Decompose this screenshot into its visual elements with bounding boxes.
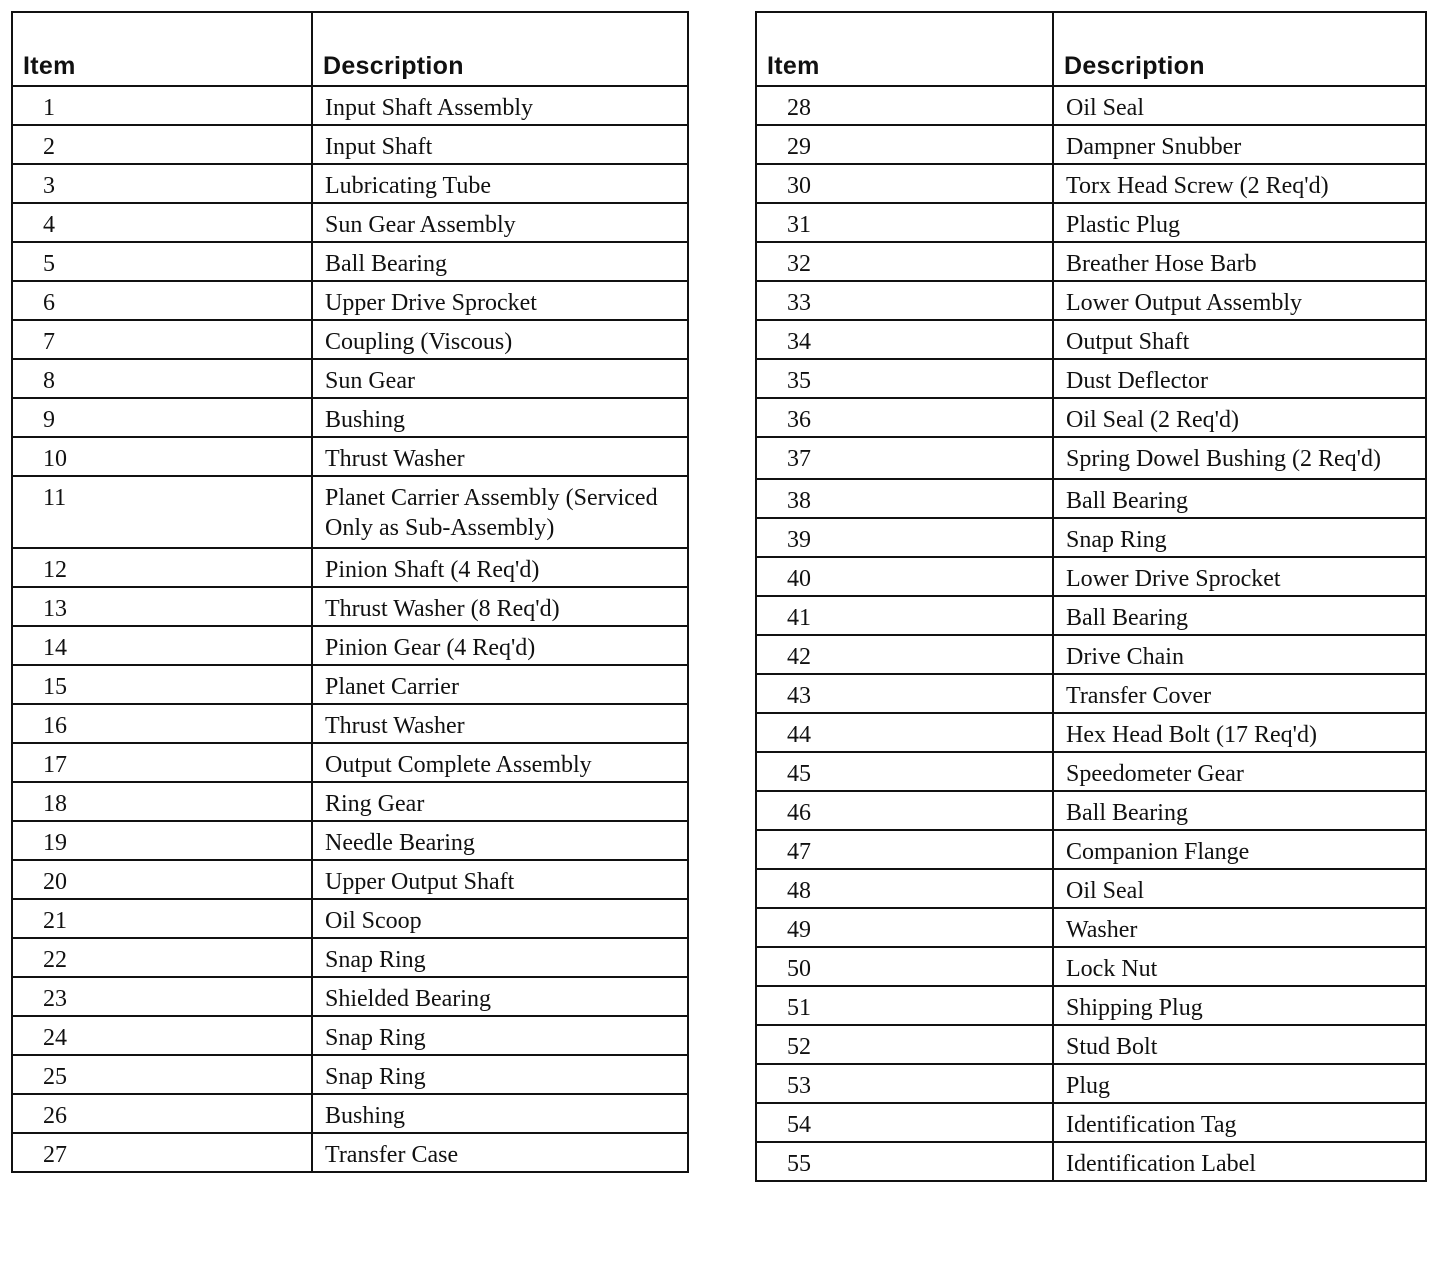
item-number: 20 (12, 860, 312, 899)
item-number: 44 (756, 713, 1053, 752)
item-number: 48 (756, 869, 1053, 908)
item-number: 33 (756, 281, 1053, 320)
table-row (756, 86, 1426, 125)
table-row (12, 821, 688, 860)
table-row (12, 398, 688, 437)
item-number: 24 (12, 1016, 312, 1055)
item-description: Sun Gear Assembly (312, 203, 688, 242)
item-number: 55 (756, 1142, 1053, 1181)
parts-list-left (12, 86, 688, 1172)
item-number: 47 (756, 830, 1053, 869)
item-description: Oil Seal (1053, 86, 1426, 125)
item-number: 30 (756, 164, 1053, 203)
item-description: Pinion Shaft (4 Req'd) (312, 548, 688, 587)
item-number: 8 (12, 359, 312, 398)
item-number: 43 (756, 674, 1053, 713)
item-description: Input Shaft (312, 125, 688, 164)
table-row (12, 1094, 688, 1133)
item-description: Output Complete Assembly (312, 743, 688, 782)
item-number: 1 (12, 86, 312, 125)
item-number: 39 (756, 518, 1053, 557)
table-row (756, 674, 1426, 713)
table-row (12, 899, 688, 938)
item-number: 46 (756, 791, 1053, 830)
item-description: Pinion Gear (4 Req'd) (312, 626, 688, 665)
item-description: Stud Bolt (1053, 1025, 1426, 1064)
table-row (756, 635, 1426, 674)
item-number: 36 (756, 398, 1053, 437)
item-description: Snap Ring (312, 1055, 688, 1094)
parts-table-left (11, 11, 689, 1173)
item-description: Planet Carrier (312, 665, 688, 704)
item-description: Upper Output Shaft (312, 860, 688, 899)
item-description: Lubricating Tube (312, 164, 688, 203)
item-number: 41 (756, 596, 1053, 635)
table-row (756, 320, 1426, 359)
item-number: 5 (12, 242, 312, 281)
item-description: Speedometer Gear (1053, 752, 1426, 791)
item-description: Oil Scoop (312, 899, 688, 938)
table-row (12, 125, 688, 164)
item-description: Oil Seal (1053, 869, 1426, 908)
item-number: 19 (12, 821, 312, 860)
table-row (12, 164, 688, 203)
table-row (756, 596, 1426, 635)
table-row (756, 359, 1426, 398)
item-number: 4 (12, 203, 312, 242)
item-number: 21 (12, 899, 312, 938)
item-description: Snap Ring (312, 1016, 688, 1055)
table-row (756, 518, 1426, 557)
item-description: Transfer Cover (1053, 674, 1426, 713)
item-number: 2 (12, 125, 312, 164)
table-row (12, 1016, 688, 1055)
table-row (756, 1142, 1426, 1181)
item-description: Hex Head Bolt (17 Req'd) (1053, 713, 1426, 752)
header-row (756, 12, 1426, 86)
item-description: Lower Drive Sprocket (1053, 557, 1426, 596)
item-number: 11 (12, 476, 312, 548)
item-description: Sun Gear (312, 359, 688, 398)
table-row (12, 1133, 688, 1172)
table-row (756, 203, 1426, 242)
item-number: 28 (756, 86, 1053, 125)
item-description: Thrust Washer (312, 437, 688, 476)
table-row (12, 626, 688, 665)
item-description: Bushing (312, 1094, 688, 1133)
item-description: Ball Bearing (1053, 596, 1426, 635)
table-row (756, 1103, 1426, 1142)
item-description: Ring Gear (312, 782, 688, 821)
table-row (756, 752, 1426, 791)
table-row (756, 557, 1426, 596)
item-number: 32 (756, 242, 1053, 281)
item-number: 26 (12, 1094, 312, 1133)
item-number: 38 (756, 479, 1053, 518)
item-description: Shipping Plug (1053, 986, 1426, 1025)
item-number: 23 (12, 977, 312, 1016)
table-row (12, 476, 688, 548)
item-number: 18 (12, 782, 312, 821)
item-description: Washer (1053, 908, 1426, 947)
parts-table-right (755, 11, 1427, 1182)
item-description: Bushing (312, 398, 688, 437)
item-header: Item (756, 12, 1053, 86)
table-row (12, 242, 688, 281)
item-number: 51 (756, 986, 1053, 1025)
table-row (12, 938, 688, 977)
table-row (12, 743, 688, 782)
table-row (12, 704, 688, 743)
table-row (756, 830, 1426, 869)
item-number: 27 (12, 1133, 312, 1172)
table-row (756, 479, 1426, 518)
item-number: 7 (12, 320, 312, 359)
item-description: Lower Output Assembly (1053, 281, 1426, 320)
item-description: Ball Bearing (312, 242, 688, 281)
table-row (756, 1064, 1426, 1103)
item-description: Thrust Washer (312, 704, 688, 743)
item-description: Ball Bearing (1053, 791, 1426, 830)
item-number: 14 (12, 626, 312, 665)
item-description: Transfer Case (312, 1133, 688, 1172)
table-row (12, 281, 688, 320)
item-description: Lock Nut (1053, 947, 1426, 986)
item-description: Upper Drive Sprocket (312, 281, 688, 320)
table-row (12, 203, 688, 242)
table-row (756, 437, 1426, 479)
header-row (12, 12, 688, 86)
item-description: Snap Ring (312, 938, 688, 977)
table-row (756, 908, 1426, 947)
item-number: 40 (756, 557, 1053, 596)
item-description: Coupling (Viscous) (312, 320, 688, 359)
item-description: Output Shaft (1053, 320, 1426, 359)
table-row (12, 359, 688, 398)
table-row (12, 1055, 688, 1094)
item-description: Plastic Plug (1053, 203, 1426, 242)
item-description: Needle Bearing (312, 821, 688, 860)
description-header: Description (312, 12, 688, 86)
item-description: Drive Chain (1053, 635, 1426, 674)
table-row (756, 947, 1426, 986)
item-number: 45 (756, 752, 1053, 791)
table-row (12, 320, 688, 359)
table-row (12, 977, 688, 1016)
table-row (12, 665, 688, 704)
item-number: 42 (756, 635, 1053, 674)
item-description: Input Shaft Assembly (312, 86, 688, 125)
item-number: 50 (756, 947, 1053, 986)
item-number: 52 (756, 1025, 1053, 1064)
item-description: Spring Dowel Bushing (2 Req'd) (1053, 437, 1426, 479)
item-description: Identification Label (1053, 1142, 1426, 1181)
item-description: Thrust Washer (8 Req'd) (312, 587, 688, 626)
table-row (756, 164, 1426, 203)
table-row (756, 1025, 1426, 1064)
item-description: Ball Bearing (1053, 479, 1426, 518)
item-description: Oil Seal (2 Req'd) (1053, 398, 1426, 437)
item-description: Dust Deflector (1053, 359, 1426, 398)
item-number: 25 (12, 1055, 312, 1094)
item-number: 22 (12, 938, 312, 977)
item-number: 37 (756, 437, 1053, 479)
item-number: 16 (12, 704, 312, 743)
item-number: 17 (12, 743, 312, 782)
item-number: 34 (756, 320, 1053, 359)
item-description: Torx Head Screw (2 Req'd) (1053, 164, 1426, 203)
item-number: 35 (756, 359, 1053, 398)
item-number: 12 (12, 548, 312, 587)
table-row (12, 587, 688, 626)
item-description: Companion Flange (1053, 830, 1426, 869)
item-description: Identification Tag (1053, 1103, 1426, 1142)
table-row (756, 125, 1426, 164)
item-number: 31 (756, 203, 1053, 242)
item-number: 15 (12, 665, 312, 704)
item-number: 6 (12, 281, 312, 320)
table-row (756, 869, 1426, 908)
description-header: Description (1053, 12, 1426, 86)
item-description: Dampner Snubber (1053, 125, 1426, 164)
item-description: Snap Ring (1053, 518, 1426, 557)
table-row (756, 713, 1426, 752)
item-number: 9 (12, 398, 312, 437)
table-row (756, 242, 1426, 281)
table-row (12, 782, 688, 821)
item-description: Plug (1053, 1064, 1426, 1103)
table-row (756, 398, 1426, 437)
item-description: Shielded Bearing (312, 977, 688, 1016)
item-header: Item (12, 12, 312, 86)
table-row (12, 548, 688, 587)
item-number: 29 (756, 125, 1053, 164)
item-number: 49 (756, 908, 1053, 947)
item-description: Breather Hose Barb (1053, 242, 1426, 281)
table-row (12, 437, 688, 476)
table-row (756, 281, 1426, 320)
item-number: 10 (12, 437, 312, 476)
item-number: 53 (756, 1064, 1053, 1103)
item-description: Planet Carrier Assembly (Serviced Only as Sub-Assembly) (312, 476, 688, 548)
table-row (756, 791, 1426, 830)
item-number: 3 (12, 164, 312, 203)
item-number: 13 (12, 587, 312, 626)
table-row (12, 860, 688, 899)
parts-list-right (756, 86, 1426, 1181)
item-number: 54 (756, 1103, 1053, 1142)
table-row (756, 986, 1426, 1025)
table-row (12, 86, 688, 125)
